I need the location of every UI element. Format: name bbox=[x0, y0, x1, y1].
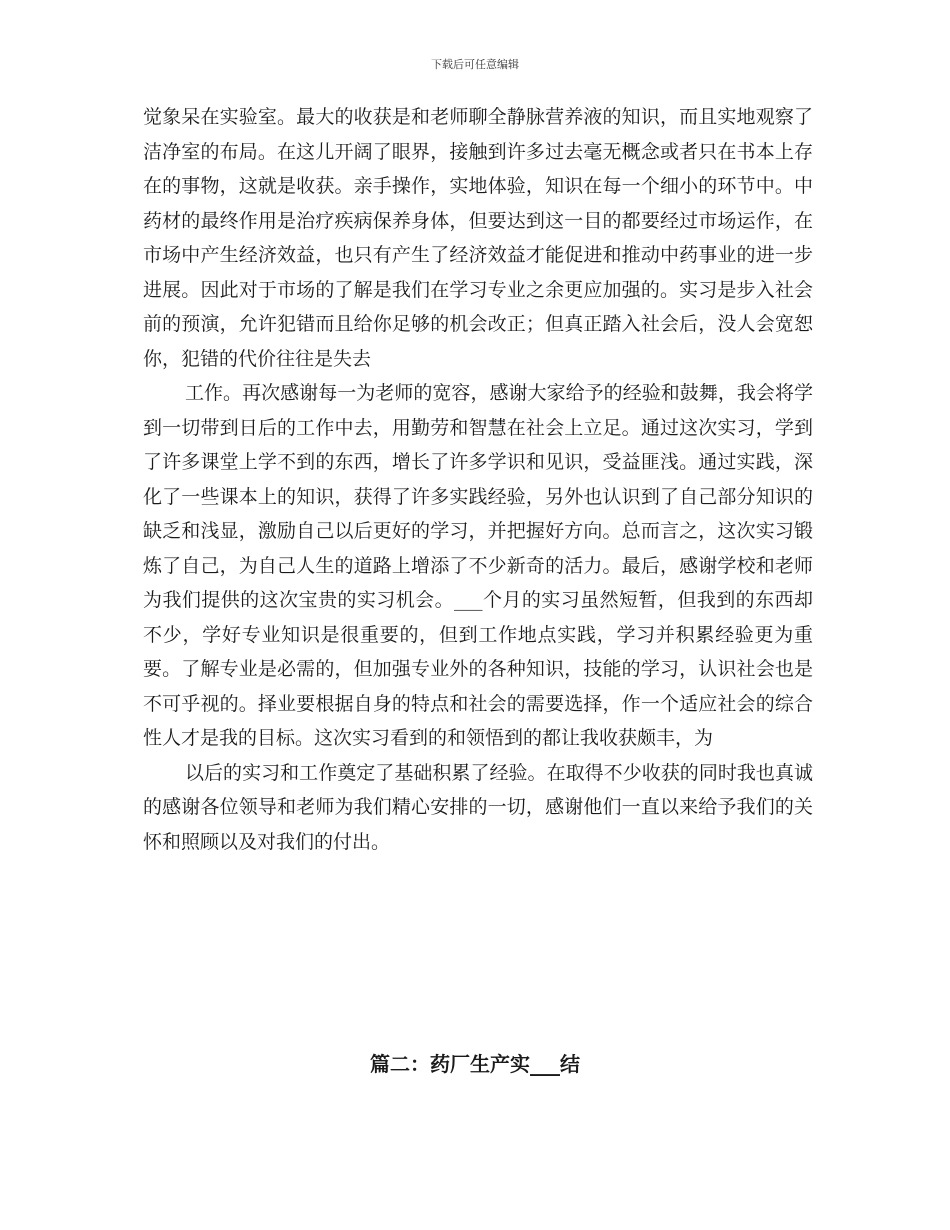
document-body bbox=[143, 100, 813, 859]
paragraph-1: 觉象呆在实验室。最大的收获是和老师聊全静脉营养液的知识，而且实地观察了洁净室的布局。在这儿开阔了眼界，接触到许多过去毫无概念或者只在书本上存在的事物，这就是收获。亲手操作，实地体验，知识在每一个细小的环节中。中药材的最终作用是治疗疾病保养身体，但要达到这一目的都要经过市场运作，在市场中产生经济效益，也只有产生了经济效益才能促进和推动中药事业的进一步进展。因此对于市场的了解是我们在学习专业之余更应加强的。实习是步入社会前的预演，允许犯错而且给你足够的机会改正；但真正踏入社会后，没人会宽恕你，犯错的代价往往是失去 bbox=[143, 106, 813, 370]
page-header: 下载后可任意编辑 bbox=[431, 58, 519, 71]
section-heading: 篇二：药厂生产实___结 bbox=[370, 1052, 580, 1076]
paragraph-3: 以后的实习和工作奠定了基础积累了经验。在取得不少收获的同时我也真诚的感谢各位领导和老师为我们精心安排的一切，感谢他们一直以来给予我们的关怀和照顾以及对我们的付出。 bbox=[143, 761, 813, 853]
paragraph-2: 工作。再次感谢每一为老师的宽容，感谢大家给予的经验和鼓舞，我会将学到一切带到日后的工作中去，用勤劳和智慧在社会上立足。通过这次实习，学到了许多课堂上学不到的东西，增长了许多学识和见识，受益匪浅。通过实践，深化了一些课本上的知识，获得了许多实践经验，另外也认识到了自己部分知识的缺乏和浅显，激励自己以后更好的学习，并把握好方向。总而言之，这次实习锻炼了自己，为自己人生的道路上增添了不少新奇的活力。最后，感谢学校和老师为我们提供的这次宝贵的实习机会。___个月的实习虽然短暂，但我到的东西却不少，学好专业知识是很重要的，但到工作地点实践，学习并积累经验更为重要。了解专业是必需的，但加强专业外的各种知识，技能的学习，认识社会也是不可乎视的。择业要根据自身的特点和社会的需要选择，作一个适应社会的综合性人才是我的目标。这次实习看到的和领悟到的都让我收获颇丰，为 bbox=[143, 382, 813, 749]
